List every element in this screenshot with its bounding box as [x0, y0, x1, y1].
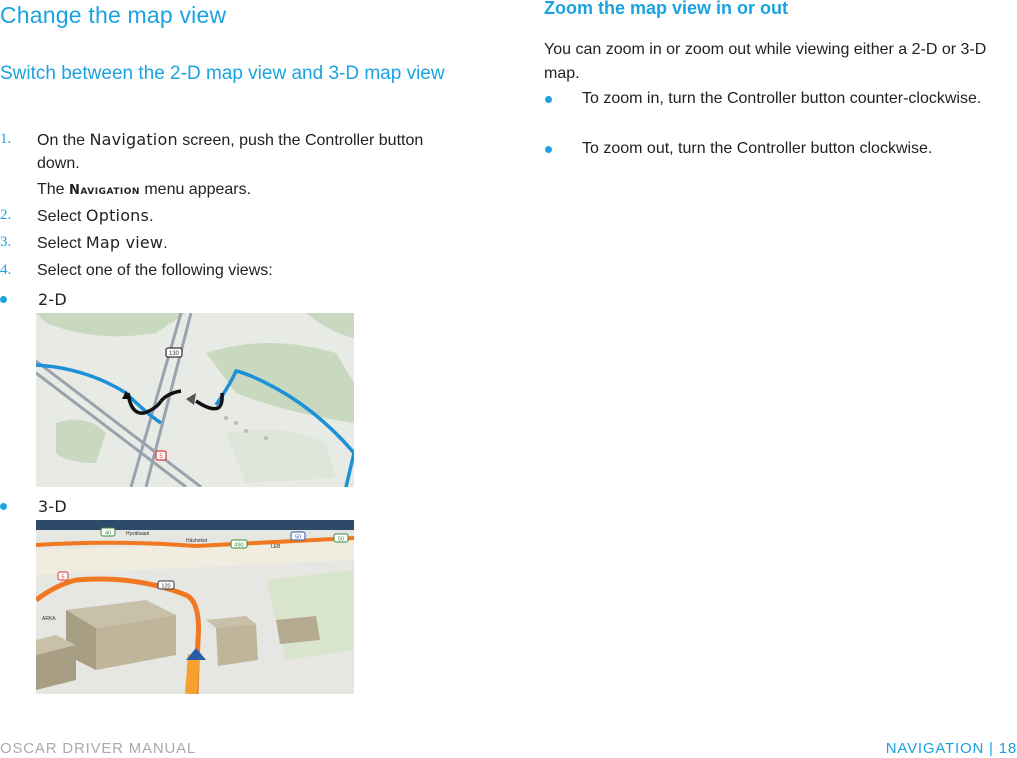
road-shield-label: 40 [104, 530, 112, 537]
footer-section-page: NAVIGATION | 18 [885, 740, 1017, 757]
road-shield-label: 120 [161, 583, 171, 590]
street-label: Hyvälsaari [126, 531, 150, 537]
step-number: 3. [0, 234, 12, 250]
street-label: Häsheket [186, 538, 208, 544]
road-shield-label: 490 [234, 542, 244, 549]
street-label: ARKA [42, 616, 56, 622]
map-3d-illustration [36, 520, 354, 694]
ui-term-options: Options [85, 206, 150, 225]
road-shield-label: 130 [168, 351, 180, 357]
road-shield-label: 5 [159, 454, 163, 460]
step-number: 2. [0, 207, 12, 223]
section-title-zoom: Zoom the map view in or out [544, 0, 789, 18]
zoom-paragraph: You can zoom in or zoom out while viewing either a 2-D or 3-D map. [544, 41, 987, 82]
road-shield-label: 5 [61, 574, 65, 581]
page-title: Change the map view [0, 2, 227, 28]
footer-manual-title: OSCAR DRIVER MANUAL [0, 740, 197, 757]
bullet-dot [0, 503, 7, 510]
bullet-dot [545, 146, 552, 153]
map-2d-image [36, 313, 354, 487]
bullet-dot [0, 296, 7, 303]
map-2d-illustration [36, 313, 354, 487]
ui-term-map-view: Map view [85, 233, 164, 252]
road-shield-label: 50 [294, 534, 302, 541]
street-label: LEB [271, 544, 281, 550]
step-number: 1. [0, 131, 12, 147]
ui-term-navigation: Navigation [89, 130, 178, 149]
map-3d-image [36, 520, 354, 694]
road-shield-label: 50 [337, 536, 345, 543]
menu-term-navigation: Navigation [69, 183, 140, 198]
step-number: 4. [0, 262, 12, 278]
bullet-dot [545, 96, 552, 103]
section-subtitle: Switch between the 2-D map view and 3-D map view [0, 63, 445, 84]
